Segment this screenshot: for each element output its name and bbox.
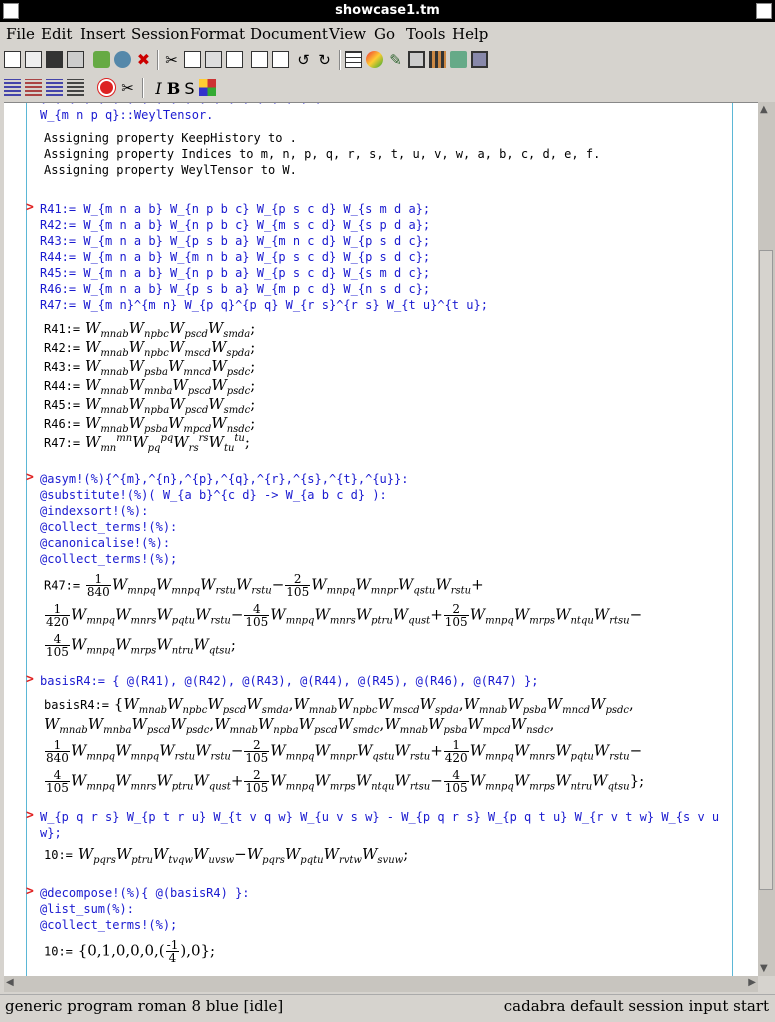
fraction: $\frac{1}{840}$ [46,738,69,765]
title-bar [0,0,775,22]
undo-icon[interactable]: ↺ [297,51,310,69]
fraction: $\frac{4}{105}$ [444,768,468,795]
input-difference-1[interactable]: W_{p q r s} W_{p t r u} W_{t v q w} W_{u v s w} - W_{p q r s} W_{p q t u} W_{r v t w} W_{s v u [40,810,720,824]
input-prompt: > [26,200,34,215]
globe-icon[interactable] [114,51,131,68]
align-center-icon[interactable] [25,79,42,96]
window-title: showcase1.tm [335,3,440,18]
open-icon[interactable] [25,51,42,68]
fraction: $\frac{1}{420}$ [444,738,468,765]
output-property-2: Assigning property Indices to m, n, p, q, r, s, t, u, v, w, a, b, c, d, e, f. [44,147,601,161]
fraction: $\frac{1}{840}$ [86,572,110,599]
fraction: $\frac{4}{105}$ [245,602,269,629]
vertical-scrollbar[interactable] [758,102,775,976]
input-asym[interactable]: @asym!(%){^{m},^{n},^{p},^{q},^{r},^{s},^{t},^{u}}: [40,472,409,486]
output-label: R43:= [44,360,81,374]
output-basis-3: $\frac{1}{840}$ $W_{mnpq}W_{mnpq}W_{rstu}W_{rstu}-$ $\frac{2}{105}$ $W_{mnpq}W_{mnpr}W_{qstu}W_{rstu}+$ $\frac{1}{420}$ $W_{mnpq}W_{mnrs}W_{pqtu}W_{rstu}-$ [46,738,643,765]
film-icon[interactable] [429,51,446,68]
search-icon[interactable] [251,51,268,68]
scroll-down-icon[interactable]: ▼ [760,963,768,974]
fraction: $\frac{2}{105}$ [245,738,269,765]
output-label: 10:= [44,848,73,862]
scroll-up-icon[interactable]: ▲ [760,104,768,115]
session-left-guide [26,103,27,976]
input-r42[interactable]: R42:= W_{m n a b} W_{n p b c} W_{m s c d} W_{s p d a}; [40,218,431,232]
output-label: R42:= [44,341,81,355]
input-list-sum[interactable]: @list_sum(%): [40,902,134,916]
menu-insert[interactable]: Insert [80,25,126,43]
window-icon[interactable] [408,51,425,68]
output-vector: {0,1,0,0,0,( [77,941,165,960]
print-icon[interactable] [67,51,84,68]
input-substitute[interactable]: @substitute!(%)( W_{a b}^{c d} -> W_{a b c d} ): [40,488,387,502]
toolbar-separator [339,50,341,70]
input-weyl[interactable]: W_{m n p q}::WeylTensor. [40,108,214,122]
menu-go[interactable]: Go [374,25,396,43]
menu-view[interactable]: View [329,25,367,43]
input-difference-2[interactable]: w}; [40,826,62,840]
menu-file[interactable]: File [6,25,35,43]
align-left-icon[interactable] [4,79,21,96]
status-left: generic program roman 8 blue [idle] [5,997,284,1015]
document-editor[interactable] [4,102,758,976]
menu-tools[interactable]: Tools [406,25,446,43]
menu-session[interactable]: Session [131,25,190,43]
output-r42: R42:= $W_{mnab}W_{npbc}W_{mscd}W_{spda}$; [44,338,256,359]
italic-button[interactable]: I [155,79,162,98]
fraction: $\frac{2}{105}$ [286,572,310,599]
output-label: R41:= [44,322,81,336]
pen-icon[interactable]: ✎ [389,51,402,69]
input-indexsort[interactable]: @indexsort!(%): [40,504,149,518]
clipped-input-line: · · · · · · · · · · · · · · · · · · · · [40,102,322,110]
menu-help[interactable]: Help [452,25,489,43]
status-bar [0,994,775,1018]
output-label: R44:= [44,379,81,393]
input-prompt: > [26,808,34,823]
tree-icon[interactable] [450,51,467,68]
clipboard-icon[interactable] [226,51,243,68]
fraction: $\frac{-1}{4}$ [166,938,179,965]
stop-icon[interactable] [98,79,115,96]
output-difference: 10:= $W_{pqrs}W_{ptru}W_{tvqw}W_{uvsw}-W_{pqrs}W_{pqtu}W_{rvtw}W_{svuw}$; [44,845,409,866]
scrollbar-thumb[interactable] [759,250,773,890]
output-r47-expanded-2: $\frac{1}{420}$ $W_{mnpq}W_{mnrs}W_{pqtu}W_{rstu}-$ $\frac{4}{105}$ $W_{mnpq}W_{mnrs}W_{ptru}W_{qust}+$ $\frac{2}{105}$ $W_{mnpq}W_{mrps}W_{ntqu}W_{rtsu}-$ [46,602,643,629]
input-prompt: > [26,672,34,687]
output-r47-expanded-1: R47:= $\frac{1}{840}$ $W_{mnpq}W_{mnpq}W_{rstu}W_{rstu}-$ $\frac{2}{105}$ $W_{mnpq}W_{mnpr}W_{qstu}W_{rstu}+$ [44,572,484,599]
output-r45: R45:= $W_{mnab}W_{npba}W_{pscd}W_{smdc}$; [44,395,256,416]
save-icon[interactable] [46,51,63,68]
input-r43[interactable]: R43:= W_{m n a b} W_{p s b a} W_{m n c d} W_{p s d c}; [40,234,431,248]
new-icon[interactable] [4,51,21,68]
output-label: 10:= [44,944,73,959]
menu-document[interactable]: Document [250,25,328,43]
scroll-right-icon[interactable]: ▶ [748,977,756,988]
align-right-icon[interactable] [46,79,63,96]
input-r41[interactable]: R41:= W_{m n a b} W_{n p b c} W_{p s c d} W_{s m d a}; [40,202,431,216]
toolbar-separator [157,50,159,70]
color-icon[interactable] [199,79,216,96]
sans-serif-button[interactable]: S [184,79,195,98]
cut-icon[interactable]: ✂ [165,51,178,69]
input-prompt: > [26,470,34,485]
fraction: $\frac{2}{105}$ [245,768,269,795]
status-right: cadabra default session input start [503,997,769,1015]
maximize-icon[interactable] [756,3,772,19]
output-label: basisR4:= [44,698,110,712]
output-label: R47:= [44,578,81,593]
horizontal-scrollbar[interactable] [4,976,758,992]
output-basis-2: $W_{mnab}W_{mnba}W_{pscd}W_{psdc},W_{mnab}W_{npba}W_{pscd}W_{smdc},W_{mnab}W_{psba}W_{mpcd}W_{nsdc}$, [44,715,555,736]
replace-icon[interactable] [272,51,289,68]
table-icon[interactable] [345,51,362,68]
output-basis-1: basisR4:= {$W_{mnab}W_{npbc}W_{pscd}W_{smda},W_{mnab}W_{npbc}W_{mscd}W_{spda},W_{mnab}W_{psba}W_{mncd}W_{psdc}$, [44,695,634,716]
scissors-icon[interactable]: ✂ [121,79,134,97]
output-property-1: Assigning property KeepHistory to . [44,131,297,145]
output-label: R45:= [44,398,81,412]
input-collect-terms[interactable]: @collect_terms!(%): [40,520,178,534]
input-prompt: > [26,884,34,899]
fraction: $\frac{4}{105}$ [46,768,69,795]
paste-icon[interactable] [205,51,222,68]
toolbar-separator [142,78,144,98]
justify-icon[interactable] [67,79,84,96]
output-vector-tail: ),0}; [180,941,216,960]
input-r44[interactable]: R44:= W_{m n a b} W_{m n b a} W_{p s c d} W_{p s d c}; [40,250,431,264]
palette-icon[interactable] [366,51,383,68]
output-r41: R41:= $W_{mnab}W_{npbc}W_{pscd}W_{smda}$; [44,319,256,340]
input-collect-terms-2[interactable]: @collect_terms!(%); [40,552,178,566]
menu-format[interactable]: Format [190,25,245,43]
output-r46: R46:= $W_{mnab}W_{psba}W_{mpcd}W_{nsdc}$; [44,414,256,435]
input-basis[interactable]: basisR4:= { @(R41), @(R42), @(R43), @(R44), @(R45), @(R46), @(R47) }; [40,674,539,688]
scroll-left-icon[interactable]: ◀ [6,977,14,988]
input-canonicalise[interactable]: @canonicalise!(%): [40,536,171,550]
output-r44: R44:= $W_{mnab}W_{mnba}W_{pscd}W_{psdc}$; [44,376,256,397]
fraction: $\frac{4}{105}$ [46,632,69,659]
output-property-3: Assigning property WeylTensor to W. [44,163,297,177]
format-toolbar [0,74,775,102]
fraction: $\frac{1}{420}$ [46,602,69,629]
output-r47-expanded-3: $\frac{4}{105}$ $W_{mnpq}W_{mrps}W_{ntru}W_{qtsu}$; [46,632,236,659]
menu-edit[interactable]: Edit [41,25,73,43]
output-r47: R47:= $W_{mn}^{mn}W_{pq}^{pq}W_{rs}^{rs}W_{tu}^{tu}$; [44,433,250,454]
output-r43: R43:= $W_{mnab}W_{psba}W_{mncd}W_{psdc}$; [44,357,256,378]
input-collect-terms-3[interactable]: @collect_terms!(%); [40,918,178,932]
output-label: R46:= [44,417,81,431]
close-icon[interactable]: ✖ [136,50,151,69]
fraction: $\frac{2}{105}$ [444,602,468,629]
output-decompose [44,939,215,964]
output-basis-4: $\frac{4}{105}$ $W_{mnpq}W_{mnrs}W_{ptru}W_{qust}+$ $\frac{2}{105}$ $W_{mnpq}W_{mrps}W_{ntqu}W_{rtsu}-$ $\frac{4}{105}$ $W_{mnpq}W_{mrps}W_{ntru}W_{qtsu}$}; [46,768,645,795]
bold-button[interactable]: B [166,79,181,98]
session-right-guide [732,103,733,976]
copy-icon[interactable] [184,51,201,68]
export-icon[interactable] [93,51,110,68]
output-label: R47:= [44,436,81,450]
redo-icon[interactable]: ↻ [318,51,331,69]
screen-icon[interactable] [471,51,488,68]
input-r47[interactable]: R47:= W_{m n}^{m n} W_{p q}^{p q} W_{r s}^{r s} W_{t u}^{t u}; [40,298,488,312]
menu-bar [0,22,775,46]
input-r45[interactable]: R45:= W_{m n a b} W_{n p b a} W_{p s c d} W_{s m d c}; [40,266,431,280]
input-decompose[interactable]: @decompose!(%){ @(basisR4) }: [40,886,250,900]
main-toolbar [0,46,775,74]
input-r46[interactable]: R46:= W_{m n a b} W_{p s b a} W_{m p c d} W_{n s d c}; [40,282,431,296]
